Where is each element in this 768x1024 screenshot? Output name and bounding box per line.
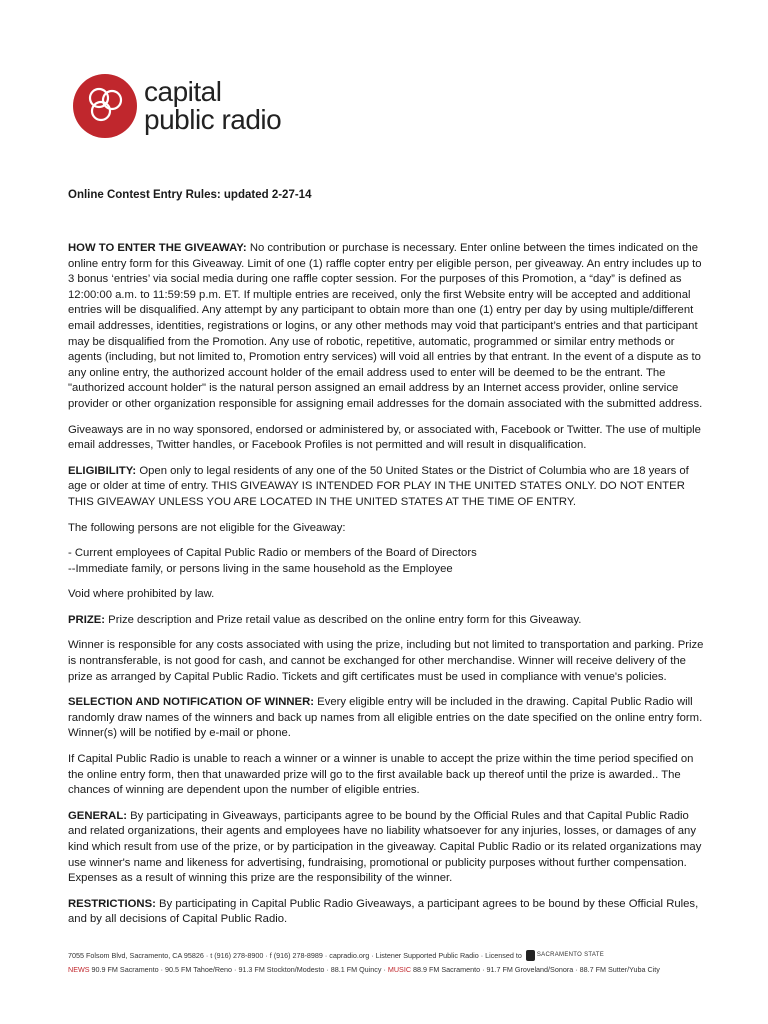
general-label: GENERAL:	[68, 809, 127, 822]
prize-text: Prize description and Prize retail value as described on the online entry form for this Giveaway.	[105, 613, 582, 626]
not-eligible-intro: The following persons are not eligible for the Giveaway:	[68, 521, 346, 534]
eligibility-text: Open only to legal residents of any one of the 50 United States or the District of Columbia who are 18 years of age or older at time of entry. THIS GIVEAWAY IS INTENDED FOR PLAY IN THE UNITED STATES ONLY. DO NOT ENTER THIS GIVEAWAY UNLESS YOU ARE LOCATED IN THE UNITED STATES AT THE TIME OF ENTRY.	[68, 464, 689, 508]
restrictions-text: By participating in Capital Public Radio Giveaways, a participant agrees to be bound by these Official Rules, and by all decisions of Capital Public Radio.	[68, 897, 699, 926]
music-label: MUSIC	[387, 965, 412, 974]
prize-label: PRIZE:	[68, 613, 106, 626]
capital-public-radio-logo	[73, 74, 281, 138]
eligibility-section	[68, 464, 708, 511]
logo-line-1: capital	[144, 76, 222, 107]
footer-address: 7055 Folsom Blvd, Sacramento, CA 95826 · t (916) 278-8900 · f (916) 278-8989 · capradio.org · Listener Supported Public Radio · Licensed to	[68, 950, 522, 960]
list-item: --Immediate family, or persons living in the same household as the Employee	[68, 562, 453, 575]
sacramento-state-emblem-icon	[526, 950, 535, 961]
logo-wordmark	[144, 78, 281, 134]
not-eligible-list	[68, 546, 708, 577]
page-footer	[68, 948, 708, 974]
news-stations: 90.9 FM Sacramento · 90.5 FM Tahoe/Reno · 91.3 FM Stockton/Modesto · 88.1 FM Quincy ·	[89, 965, 388, 974]
restrictions-label: RESTRICTIONS:	[68, 897, 156, 910]
prize-section	[68, 613, 708, 629]
logo-line-2: public radio	[144, 104, 282, 135]
rules-body	[68, 241, 708, 938]
how-to-enter-label: HOW TO ENTER THE GIVEAWAY:	[68, 242, 247, 254]
how-to-enter-section	[68, 241, 708, 413]
capital-public-radio-emblem-icon	[73, 74, 137, 138]
licensee-name: SACRAMENTO STATE	[536, 952, 605, 958]
footer-stations-row	[68, 965, 708, 974]
document-title: Online Contest Entry Rules: updated 2-27-14	[68, 189, 312, 201]
void-notice: Void where prohibited by law.	[68, 588, 215, 601]
general-text: By participating in Giveaways, participants agree to be bound by the Official Rules and that Capital Public Radio and related organizations, their agents and employees have no liability whatsoever for any injuries, losses, or damages of any kind which result from use of the prize, or by participation in the giveaway. Capital Public Radio or its related organizations may use winner's name and likeness for advertising, fundraising, promotional or publicity purposes without further compensation. Expenses as a result of winning this prize are the responsibility of the winner.	[68, 809, 702, 885]
general-section	[68, 809, 708, 887]
news-label: NEWS	[68, 965, 90, 974]
winner-responsibility: Winner is responsible for any costs associated with using the prize, including but not limited to transportation and parking. Prize is nontransferable, is not good for cash, and cannot be exchanged for other merchandise. Winner will receive delivery of the prize as arranged by Capital Public Radio. Tickets and gift certificates must be used in compliance with venue's policies.	[68, 639, 704, 683]
selection-text: Every eligible entry will be included in the drawing. Capital Public Radio will randomly draw names of the winners and back up names from all eligible entries on the date specified on the online entry form. Winner(s) will be notified by e-mail or phone.	[68, 696, 703, 740]
sacramento-state-logo	[526, 950, 604, 961]
selection-label: SELECTION AND NOTIFICATION OF WINNER:	[68, 696, 315, 709]
sponsor-disclaimer: Giveaways are in no way sponsored, endorsed or administered by, or associated with, Facebook or Twitter. The use of multiple email addresses, Twitter handles, or Facebook Profiles is not permitted and will result in disqualification.	[68, 423, 701, 452]
restrictions-section	[68, 897, 708, 928]
how-to-enter-text: No contribution or purchase is necessary. Enter online between the times indicated on the online entry form for this Giveaway. Limit of one (1) raffle copter entry per eligible person, per giveaway. An entry includes up to 3 bonus ‘entries’ via social media during one raffle copter session. For the purposes of this Promotion, a “day” is defined as 12:00:00 a.m. to 11:59:59 p.m. ET. If multiple entries are received, only the first Website entry will be accepted and additional entries will be disqualified. Any attempt by any participant to obtain more than one (1) entry per day by using multiple/different email addresses, identities, registrations or logins, or any other methods may void that participant’s entries and that participant may be disqualified from the Promotion. Any use of robotic, repetitive, automatic, programmed or similar entry methods or agents (including, but not limited to, Promotion entry services) will void all entries by that entrant. In the event of a dispute as to any online entry, the authorized account holder of the email address used to enter will be deemed to be the entrant. The "authorized account holder" is the natural person assigned an email address by an Internet access provider, online service provider or other organization responsible for assigning email addresses for the domain associated with the submitted address.	[68, 242, 703, 410]
footer-contact-row	[68, 948, 708, 962]
eligibility-label: ELIGIBILITY:	[68, 464, 137, 477]
list-item: - Current employees of Capital Public Radio or members of the Board of Directors	[68, 547, 477, 560]
music-stations: 88.9 FM Sacramento · 91.7 FM Groveland/Sonora · 88.7 FM Sutter/Yuba City	[411, 965, 660, 974]
selection-section	[68, 695, 708, 742]
unable-to-reach-text: If Capital Public Radio is unable to reach a winner or a winner is unable to accept the prize within the time period specified on the online entry form, then that unawarded prize will go to the first available back up thereof until the prize is awarded.. The chances of winning are dependent upon the number of eligible entries.	[68, 753, 694, 797]
